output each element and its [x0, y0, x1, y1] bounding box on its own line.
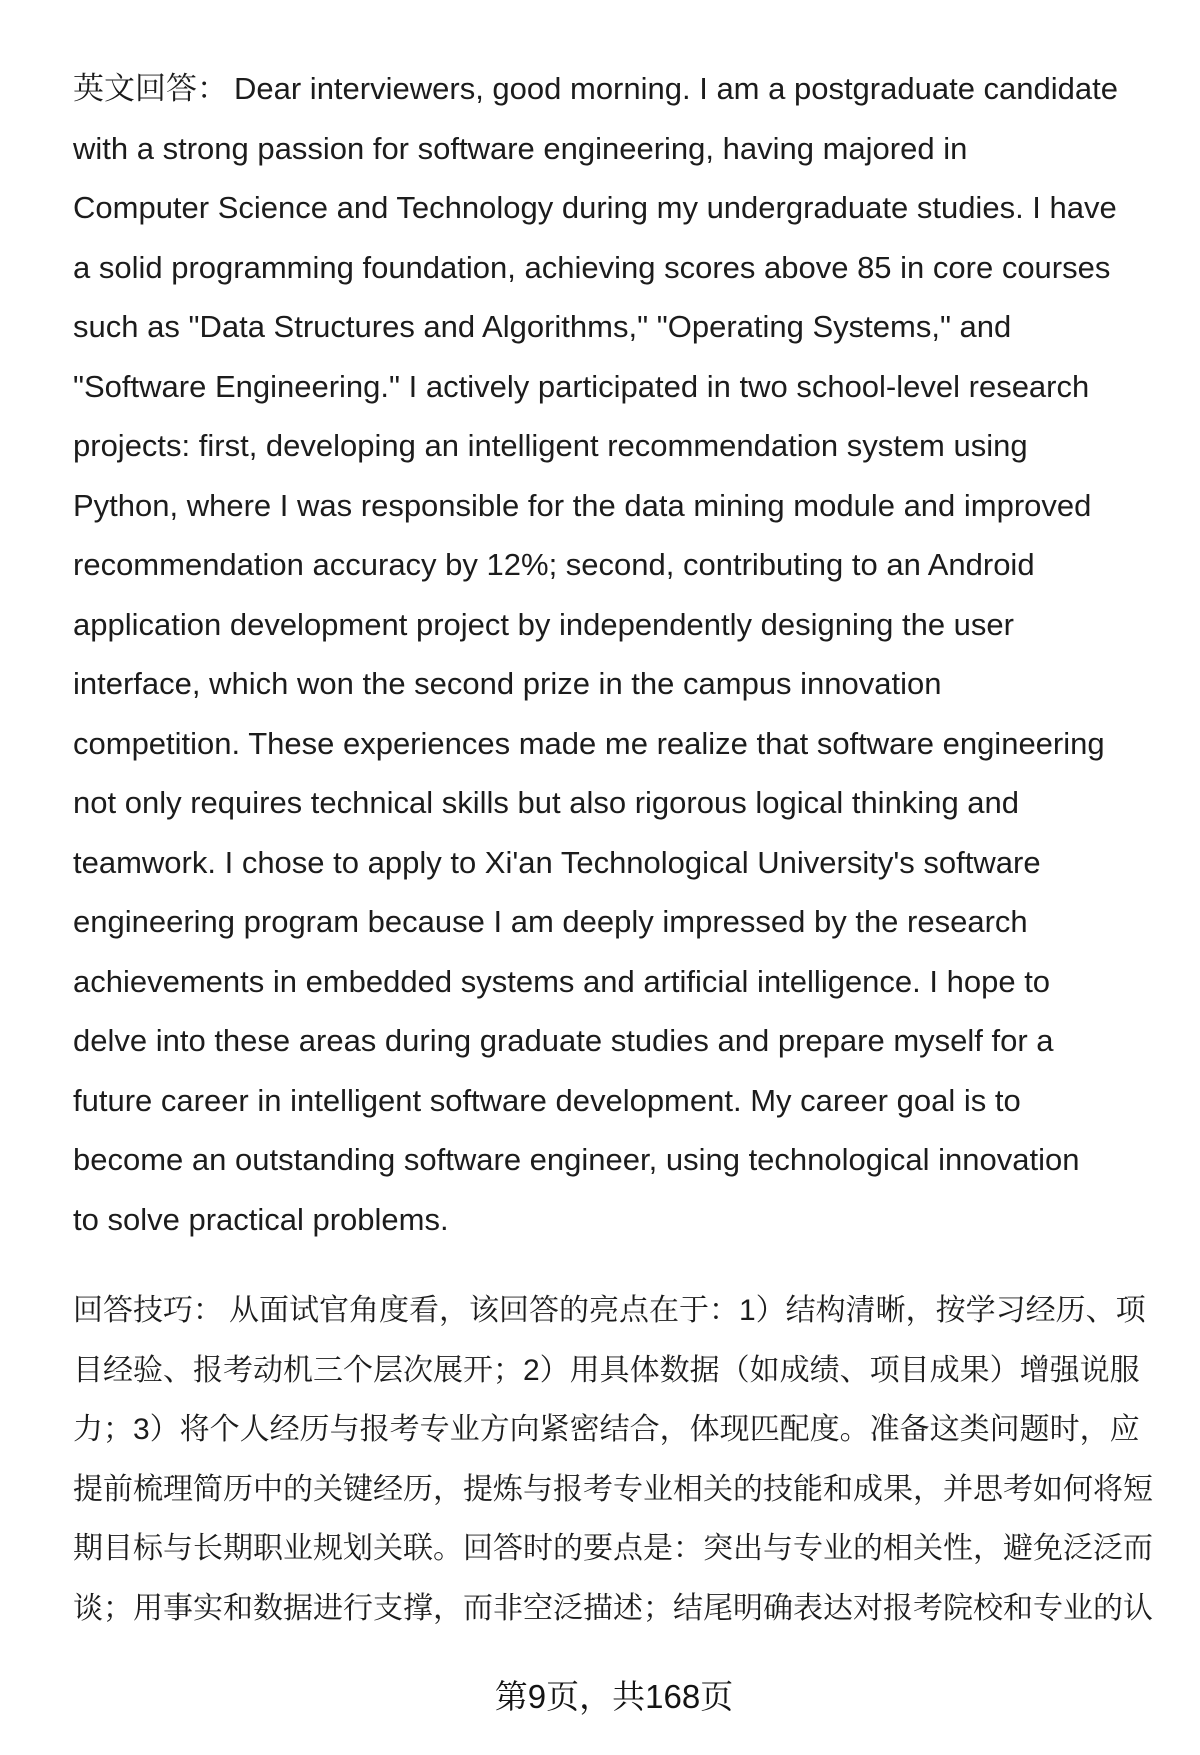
answer-line: not only requires technical skills but also rigorous logical thinking and	[73, 785, 1020, 820]
answer-line: Computer Science and Technology during my undergraduate studies. I have	[73, 190, 1117, 225]
page-number: 第9页，共168页	[494, 1678, 734, 1715]
answer-line: "Software Engineering." I actively participated in two school-level research	[73, 368, 1090, 404]
tips-line	[73, 1281, 1180, 1341]
answer-line: a solid programming foundation, achieving scores above 85 in core courses	[73, 249, 1111, 285]
page-footer	[0, 1677, 1200, 1717]
answer-line: engineering program because I am deeply impressed by the research	[73, 904, 1028, 939]
answer-line: with a strong passion for software engineering, having majored in	[73, 130, 968, 166]
answer-line: competition. These experiences made me realize that software engineering	[73, 725, 1105, 761]
answer-line: Python, where I was responsible for the data mining module and improved	[73, 487, 1092, 523]
answer-label: 英文回答：	[73, 71, 228, 106]
tips-line: 目经验、报考动机三个层次展开；2）用具体数据（如成绩、项目成果）增强说服	[73, 1353, 1140, 1387]
tips-line: 期目标与长期职业规划关联。回答时的要点是：突出与专业的相关性，避免泛泛而	[73, 1532, 1153, 1565]
answer-line: achievements in embedded systems and artificial intelligence. I hope to	[73, 963, 1051, 999]
answer-line: future career in intelligent software development. My career goal is to	[73, 1082, 1021, 1118]
english-answer-paragraph	[73, 59, 1180, 1249]
answer-line: application development project by independently designing the user	[73, 606, 1014, 642]
tips-label: 回答技巧：	[73, 1294, 223, 1327]
answer-text: Dear interviewers, good morning. I am a postgraduate candidate	[234, 71, 1118, 106]
tips-text: 从面试官角度看，该回答的亮点在于：1）结构清晰，按学习经历、项	[229, 1294, 1146, 1327]
tips-line: 力；3）将个人经历与报考专业方向紧密结合，体现匹配度。准备这类问题时，应	[73, 1413, 1140, 1446]
tips-line: 谈；用事实和数据进行支撑，而非空泛描述；结尾明确表达对报考院校和专业的认	[73, 1591, 1153, 1625]
answer-line	[73, 59, 1180, 119]
answer-tips-paragraph	[73, 1281, 1180, 1638]
tips-line: 提前梳理简历中的关键经历，提炼与报考专业相关的技能和成果，并思考如何将短	[73, 1472, 1153, 1506]
answer-line: delve into these areas during graduate studies and prepare myself for a	[73, 1023, 1054, 1058]
answer-line: interface, which won the second prize in the campus innovation	[73, 666, 942, 701]
answer-line: recommendation accuracy by 12%; second, contributing to an Android	[73, 547, 1035, 582]
answer-line: projects: first, developing an intelligent recommendation system using	[73, 428, 1028, 463]
answer-line: such as "Data Structures and Algorithms," "Operating Systems," and	[73, 309, 1012, 344]
answer-line: teamwork. I chose to apply to Xi'an Technological University's software	[73, 844, 1041, 880]
answer-line: to solve practical problems.	[73, 1201, 449, 1237]
answer-line: become an outstanding software engineer, using technological innovation	[73, 1142, 1080, 1177]
